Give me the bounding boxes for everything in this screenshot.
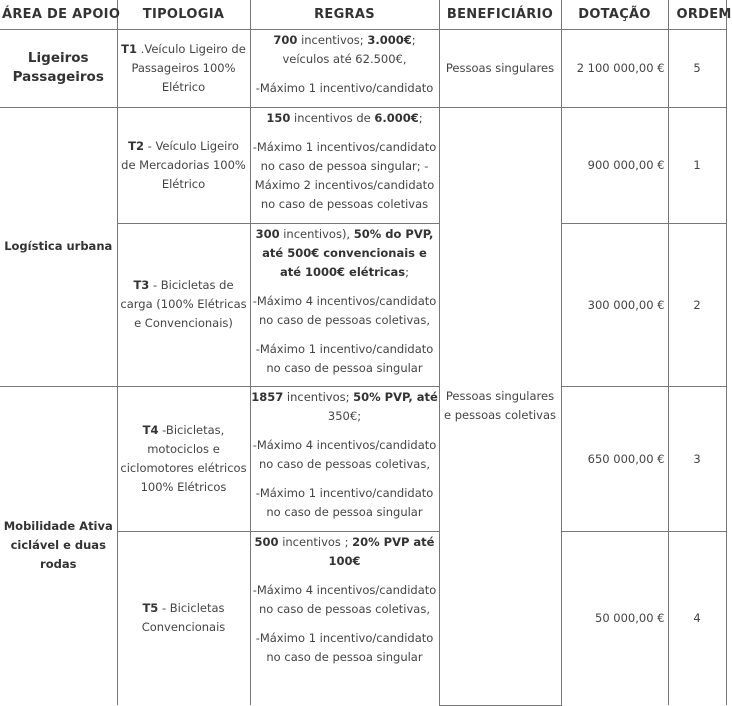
table-row-t1 xyxy=(0,29,726,107)
table-row-t2 xyxy=(0,107,726,223)
ordem-t1: 5 xyxy=(668,29,726,107)
regras-t1: 700 incentivos; 3.000€; veículos até 62.500€, -Máximo 1 incentivo/candidato xyxy=(250,29,439,107)
ordem-t3: 2 xyxy=(668,223,726,386)
regras-t5: 500 incentivos ; 20% PVP até 100€ -Máximo 4 incentivos/candidato no caso de pessoas coletivas, -Máximo 1 incentivo/candidato no caso de pessoa singular xyxy=(250,531,439,705)
table-row-t4 xyxy=(0,386,726,531)
header-dotacao: DOTAÇÃO xyxy=(561,0,668,29)
dotacao-t1: 2 100 000,00 € xyxy=(561,29,668,107)
ordem-t2: 1 xyxy=(668,107,726,223)
area-logistica: Logística urbana xyxy=(0,107,117,386)
dotacao-t4: 650 000,00 € xyxy=(561,386,668,531)
tipologia-t5: T5 - Bicicletas Convencionais xyxy=(117,531,250,705)
tipologia-t2: T2 - Veículo Ligeiro de Mercadorias 100% Elétrico xyxy=(117,107,250,223)
ordem-t5: 4 xyxy=(668,531,726,705)
area-mobilidade: Mobilidade Ativa ciclável e duas rodas xyxy=(0,386,117,705)
header-ordem: ORDEM xyxy=(668,0,726,29)
dotacao-t3: 300 000,00 € xyxy=(561,223,668,386)
dotacao-t2: 900 000,00 € xyxy=(561,107,668,223)
ordem-t4: 3 xyxy=(668,386,726,531)
header-tipologia: TIPOLOGIA xyxy=(117,0,250,29)
beneficiario-shared: Pessoas singulares e pessoas coletivas xyxy=(439,107,561,705)
dotacao-t5: 50 000,00 € xyxy=(561,531,668,705)
header-beneficiario: BENEFICIÁRIO xyxy=(439,0,561,29)
tipologia-t1: T1 .Veículo Ligeiro de Passageiros 100% Elétrico xyxy=(117,29,250,107)
area-ligeiros: Ligeiros Passageiros xyxy=(0,29,117,107)
regras-t4: 1857 incentivos; 50% PVP, até 350€; -Máximo 4 incentivos/candidato no caso de pessoas coletivas, -Máximo 1 incentivo/candidato no caso de pessoa singular xyxy=(250,386,439,531)
header-regras: REGRAS xyxy=(250,0,439,29)
regras-t2: 150 incentivos de 6.000€; -Máximo 1 incentivos/candidato no caso de pessoa singular; -Máximo 2 incentivos/candidato no caso de pessoas coletivas xyxy=(250,107,439,223)
header-area: ÁREA DE APOIO xyxy=(0,0,117,29)
regras-t3: 300 incentivos), 50% do PVP, até 500€ convencionais e até 1000€ elétricas; -Máximo 4 incentivos/candidato no caso de pessoas coletivas, -Máximo 1 incentivo/candidato no caso de pessoa singular xyxy=(250,223,439,386)
beneficiario-t1: Pessoas singulares xyxy=(439,29,561,107)
header-row xyxy=(0,0,726,29)
tipologia-t4: T4 -Bicicletas, motociclos e ciclomotores elétricos 100% Elétricos xyxy=(117,386,250,531)
tipologia-t3: T3 - Bicicletas de carga (100% Elétricas e Convencionais) xyxy=(117,223,250,386)
